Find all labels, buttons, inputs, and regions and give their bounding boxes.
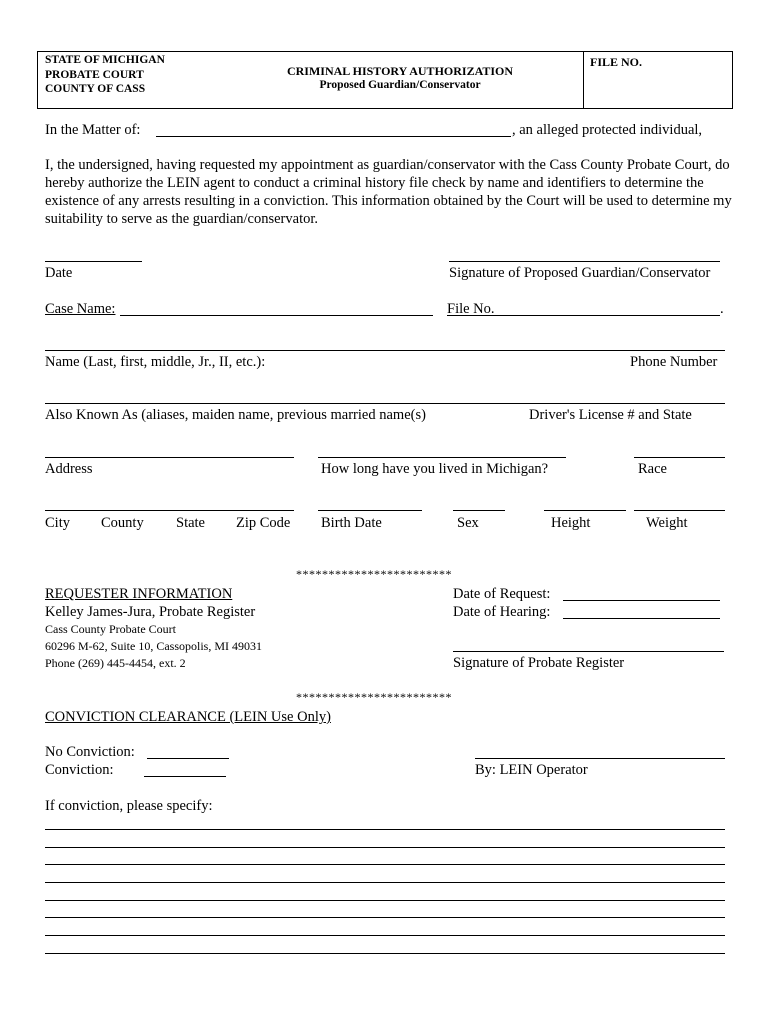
clearance-heading: CONVICTION CLEARANCE (LEIN Use Only) <box>45 709 331 725</box>
separator-stars: ************************ <box>296 567 452 581</box>
city-county-state-zip-field[interactable] <box>45 510 294 511</box>
birth-date-field[interactable] <box>318 510 422 511</box>
weight-label: Weight <box>646 515 688 531</box>
requester-heading: REQUESTER INFORMATION <box>45 586 233 602</box>
state-field-label: State <box>176 515 205 531</box>
specify-line[interactable] <box>45 900 725 901</box>
requester-name: Kelley James-Jura, Probate Register <box>45 604 256 620</box>
no-conviction-label: No Conviction: <box>45 744 135 760</box>
specify-line[interactable] <box>45 847 725 848</box>
requester-org: Cass County Probate Court <box>45 622 176 636</box>
date-request-field[interactable] <box>563 600 720 601</box>
header-file-no: FILE NO. <box>590 55 643 69</box>
file-no-field[interactable] <box>447 315 720 316</box>
specify-line[interactable] <box>45 935 725 936</box>
case-name-field[interactable] <box>120 315 433 316</box>
requester-phone: Phone (269) 445-4454, ext. 2 <box>45 656 186 670</box>
weight-field[interactable] <box>634 510 725 511</box>
date-request-label: Date of Request: <box>453 586 551 602</box>
state-label: STATE OF MICHIGAN <box>45 54 165 66</box>
applicant-signature-label: Signature of Proposed Guardian/Conservator <box>449 265 711 281</box>
lein-operator-label: By: LEIN Operator <box>475 762 588 778</box>
aka-field[interactable] <box>45 403 725 404</box>
case-name-label: Case Name: <box>45 301 116 317</box>
court-label: PROBATE COURT <box>45 69 144 81</box>
name-label: Name (Last, first, middle, Jr., II, etc.): <box>45 354 266 370</box>
separator-stars-2: ************************ <box>296 690 452 704</box>
specify-line[interactable] <box>45 917 725 918</box>
form-subtitle: Proposed Guardian/Conservator <box>319 79 481 91</box>
address-label: Address <box>45 461 93 477</box>
form-title: CRIMINAL HISTORY AUTHORIZATION <box>286 64 514 78</box>
date-hearing-label: Date of Hearing: <box>453 604 551 620</box>
date-field[interactable] <box>45 261 142 262</box>
matter-suffix: , an alleged protected individual, <box>512 122 703 138</box>
race-field[interactable] <box>634 457 725 458</box>
file-no-end: . <box>720 301 724 317</box>
no-conviction-field[interactable] <box>147 758 229 759</box>
register-signature-label: Signature of Probate Register <box>453 655 625 671</box>
county-label: COUNTY OF CASS <box>45 83 146 95</box>
specify-line[interactable] <box>45 864 725 865</box>
date-label: Date <box>45 265 73 281</box>
how-long-field[interactable] <box>318 457 566 458</box>
city-label: City <box>45 515 70 531</box>
height-field[interactable] <box>544 510 626 511</box>
requester-address: 60296 M-62, Suite 10, Cassopolis, MI 49031 <box>45 639 263 653</box>
sex-label: Sex <box>457 515 479 531</box>
address-field[interactable] <box>45 457 294 458</box>
zip-label: Zip Code <box>236 515 291 531</box>
file-no-label: File No. <box>447 301 495 317</box>
conviction-field[interactable] <box>144 776 226 777</box>
aka-label: Also Known As (aliases, maiden name, previous married name(s) <box>45 407 426 423</box>
sex-field[interactable] <box>453 510 505 511</box>
phone-label: Phone Number <box>630 354 718 370</box>
county-field-label: County <box>101 515 144 531</box>
birth-date-label: Birth Date <box>321 515 382 531</box>
license-label: Driver's License # and State <box>529 407 692 423</box>
lein-operator-field[interactable] <box>475 758 725 759</box>
authorization-text: I, the undersigned, having requested my appointment as guardian/conservator with the Cass County Probate Court, do hereby authorize the LEIN agent to conduct a criminal history file check by name and identifiers to determine the existence of any arrests resulting in a conviction. This information obtained by the Court will be used to determine my suitability to serve as the guardian/conservator. <box>45 157 732 227</box>
specify-label: If conviction, please specify: <box>45 798 213 814</box>
specify-line[interactable] <box>45 829 725 830</box>
height-label: Height <box>551 515 591 531</box>
name-field[interactable] <box>45 350 725 351</box>
specify-line[interactable] <box>45 882 725 883</box>
date-hearing-field[interactable] <box>563 618 720 619</box>
conviction-label: Conviction: <box>45 762 114 778</box>
race-label: Race <box>638 461 667 477</box>
specify-line[interactable] <box>45 953 725 954</box>
register-signature-field[interactable] <box>453 651 724 652</box>
how-long-label: How long have you lived in Michigan? <box>321 461 549 477</box>
matter-field[interactable] <box>156 136 511 137</box>
matter-label: In the Matter of: <box>45 122 141 138</box>
applicant-signature-field[interactable] <box>449 261 720 262</box>
